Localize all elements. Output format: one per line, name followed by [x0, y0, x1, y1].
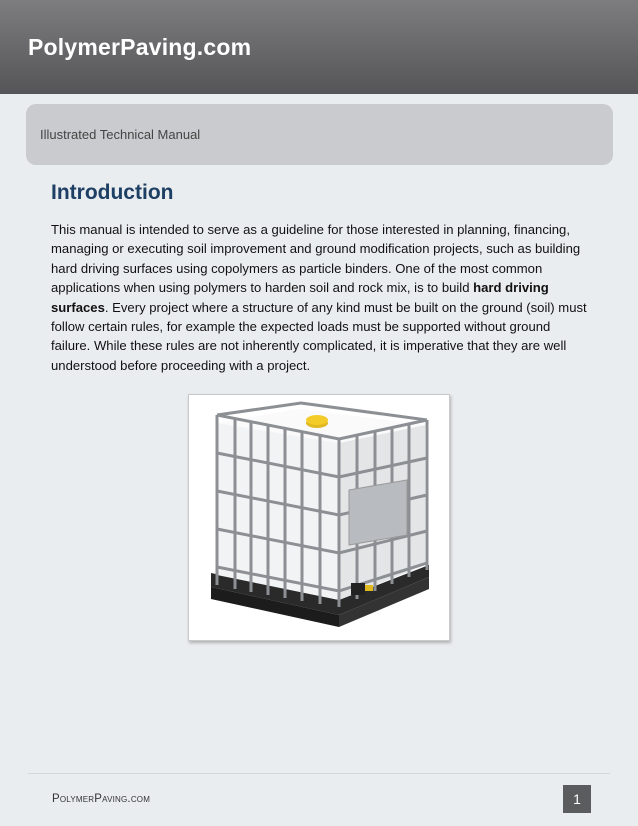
paragraph-text-1: This manual is intended to serve as a guideline for those interested in planning, financing, managing or executing soil improvement and ground modification projects, such as building hard driving surfaces using copolymers as particle binders. One of the most common applications when using polymers to harden soil and rock mix, is to build — [51, 222, 581, 296]
section-title: Introduction — [51, 181, 174, 204]
subtitle-band — [26, 104, 613, 165]
site-title: PolymerPaving.com — [28, 34, 252, 60]
paragraph-bold-phrase: hard driving surfaces — [51, 280, 549, 315]
manual-subtitle: Illustrated Technical Manual — [40, 127, 201, 142]
ibc-tote-figure — [188, 394, 450, 641]
page-number: 1 — [563, 785, 591, 813]
page-header — [0, 0, 638, 94]
ibc-tote-container-image — [189, 395, 449, 640]
footer-brand: PolymerPaving.com — [52, 793, 151, 805]
footer-divider — [28, 773, 610, 774]
intro-paragraph — [51, 220, 591, 375]
paragraph-text-2: . Every project where a structure of any kind must be built on the ground (soil) must follow certain rules, for example the expected loads must be supported without ground failure. While these rules are not inherently complicated, it is imperative that they are well understood before proceeding with a project. — [51, 299, 587, 373]
